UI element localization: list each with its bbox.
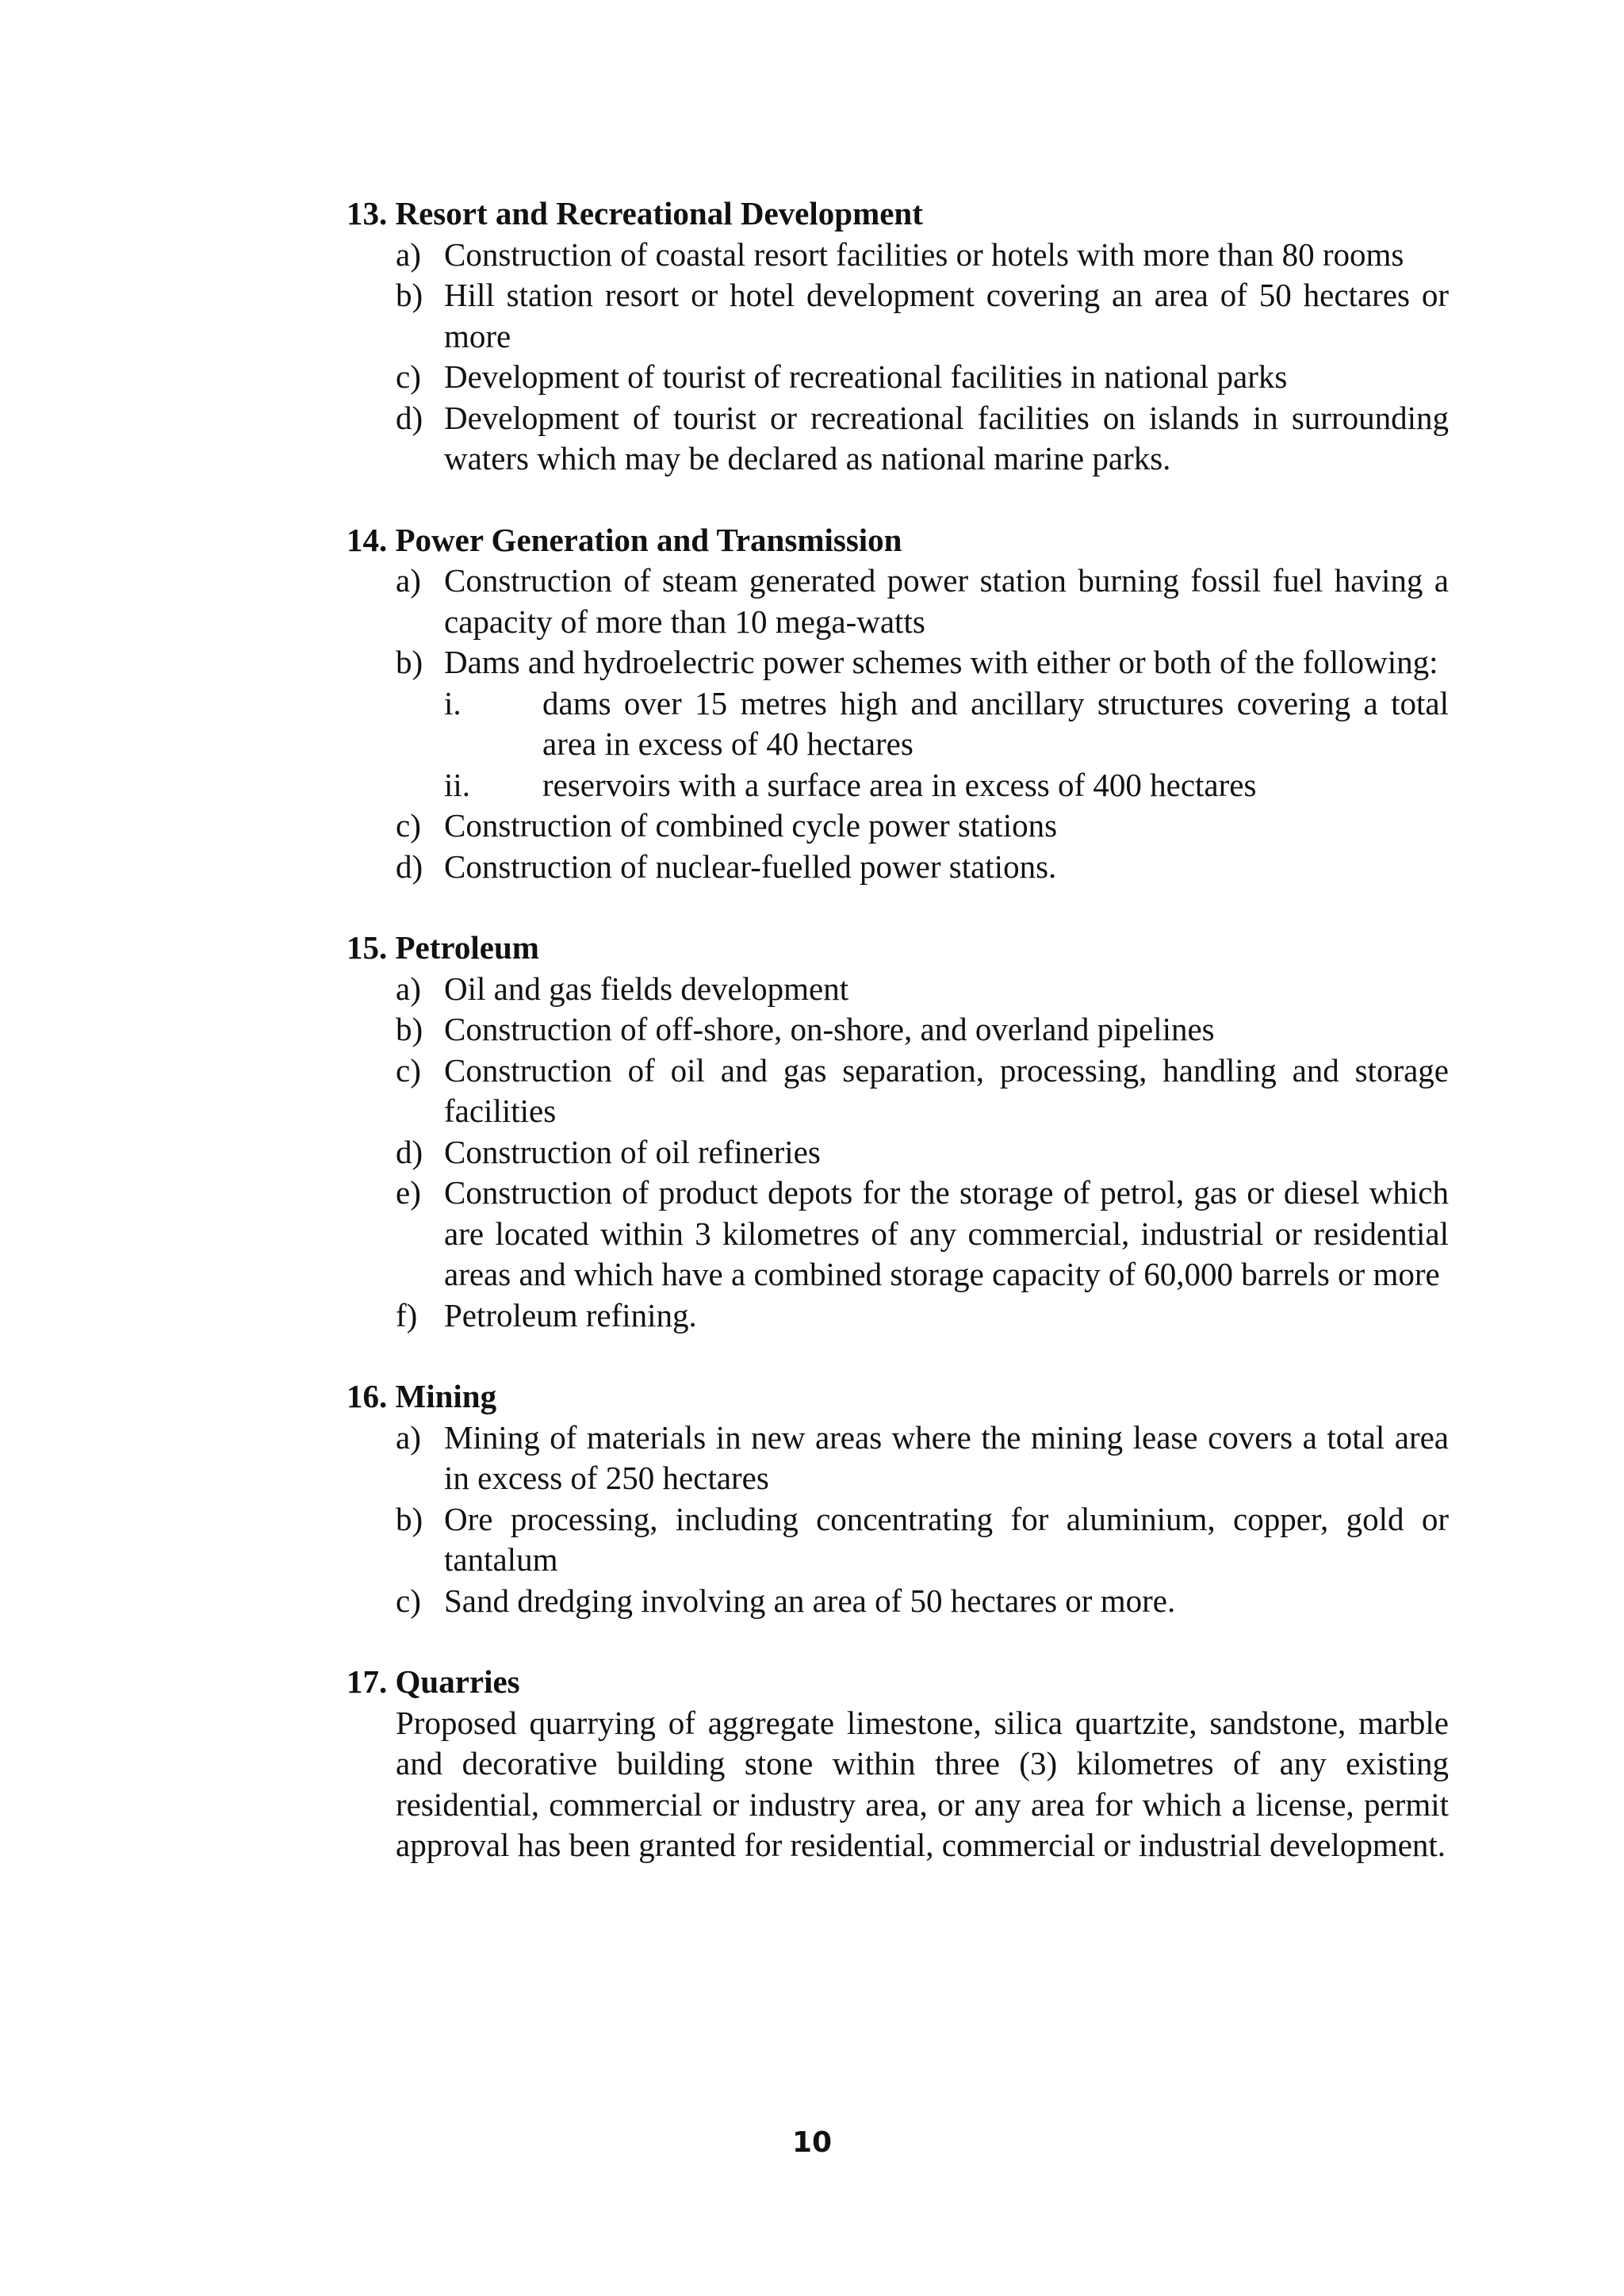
list-marker: b): [396, 1011, 423, 1047]
list-item: [347, 235, 1449, 276]
list-marker: d): [396, 399, 423, 436]
section-17: [347, 1662, 1449, 1866]
list-item: [347, 1173, 1449, 1295]
section-14: [347, 520, 1449, 888]
list-marker: c): [396, 807, 421, 844]
sub-list-marker: i.: [444, 684, 462, 721]
section-paragraph: Proposed quarrying of aggregate limestone, silica quartzite, sandstone, marble and decorative building stone within three (3) kilometres of any existing residential, commercial or industry area, or any area for which a license, permit approval has been granted for residential, commercial or industrial development.: [396, 1704, 1449, 1863]
list-marker: c): [396, 1051, 421, 1089]
list-item-text: Construction of combined cycle power stations: [444, 807, 1058, 844]
list-marker: a): [396, 562, 421, 599]
list-item: [347, 642, 1449, 683]
list-marker: b): [396, 1500, 423, 1537]
list-item: [347, 1581, 1449, 1622]
section-13: [347, 193, 1449, 480]
list-marker: f): [396, 1296, 418, 1334]
list-item: [347, 1050, 1449, 1132]
list-item: [347, 1499, 1449, 1581]
list-item-text: Construction of nuclear-fuelled power stations.: [444, 848, 1057, 885]
list-marker: b): [396, 644, 423, 680]
list-marker: e): [396, 1174, 421, 1211]
list-item: [347, 357, 1449, 398]
list-item-text: Construction of oil refineries: [444, 1133, 821, 1170]
list-item: [347, 398, 1449, 480]
list-marker: d): [396, 848, 423, 885]
sub-list-marker: ii.: [444, 766, 471, 803]
section-heading: 13. Resort and Recreational Development: [347, 195, 923, 232]
list-item-text: Construction of off-shore, on-shore, and overland pipelines: [444, 1011, 1215, 1047]
sub-list-item: [347, 683, 1449, 765]
list-item-text: Mining of materials in new areas where the mining lease covers a total area in excess of 250 hectares: [444, 1418, 1449, 1496]
list-item: [347, 1009, 1449, 1050]
list-item: [347, 1132, 1449, 1173]
list-item-text: Construction of product depots for the storage of petrol, gas or diesel which are located within 3 kilometres of any commercial, industrial or residential areas and which have a combined storage capacity of 60,000 barrels or more: [444, 1174, 1449, 1292]
list-marker: c): [396, 1582, 421, 1619]
list-item-text: Construction of oil and gas separation, processing, handling and storage facilities: [444, 1051, 1449, 1129]
list-item-text: Development of tourist of recreational facilities in national parks: [444, 358, 1288, 395]
list-item: [347, 1295, 1449, 1337]
section-heading: 15. Petroleum: [347, 929, 539, 966]
list-item-text: Petroleum refining.: [444, 1296, 697, 1334]
list-item-text: Sand dredging involving an area of 50 hectares or more.: [444, 1582, 1176, 1619]
list-marker: a): [396, 235, 421, 273]
list-item-text: Construction of steam generated power station burning fossil fuel having a capacity of more than 10 mega-watts: [444, 562, 1449, 640]
list-item: [347, 561, 1449, 642]
section-heading: 17. Quarries: [347, 1663, 520, 1700]
section-15: [347, 928, 1449, 1336]
list-item: [347, 969, 1449, 1010]
list-item: [347, 847, 1449, 888]
sub-list-item: [347, 765, 1449, 806]
list-item-text: Hill station resort or hotel development covering an area of 50 hectares or more: [444, 277, 1449, 354]
list-item-text: Dams and hydroelectric power schemes with either or both of the following:: [444, 644, 1438, 680]
page-number: 10: [791, 2126, 833, 2159]
list-item-text: Oil and gas fields development: [444, 970, 849, 1007]
list-item: [347, 275, 1449, 357]
list-item: [347, 1418, 1449, 1499]
list-marker: a): [396, 970, 421, 1007]
list-marker: d): [396, 1133, 423, 1170]
sub-list-item-text: reservoirs with a surface area in excess of 400 hectares: [542, 766, 1257, 803]
list-marker: a): [396, 1418, 421, 1456]
section-heading: 14. Power Generation and Transmission: [347, 521, 902, 558]
sub-list-item-text: dams over 15 metres high and ancillary structures covering a total area in excess of 40 hectares: [542, 684, 1449, 762]
list-item-text: Ore processing, including concentrating for aluminium, copper, gold or tantalum: [444, 1500, 1449, 1578]
list-marker: b): [396, 277, 423, 313]
section-16: [347, 1376, 1449, 1621]
list-item-text: Development of tourist or recreational facilities on islands in surrounding waters which may be declared as national marine parks.: [444, 399, 1449, 476]
list-marker: c): [396, 358, 421, 395]
list-item-text: Construction of coastal resort facilities or hotels with more than 80 rooms: [444, 235, 1404, 273]
list-item: [347, 806, 1449, 847]
section-heading: 16. Mining: [347, 1378, 497, 1414]
document-page: [347, 193, 1449, 1907]
